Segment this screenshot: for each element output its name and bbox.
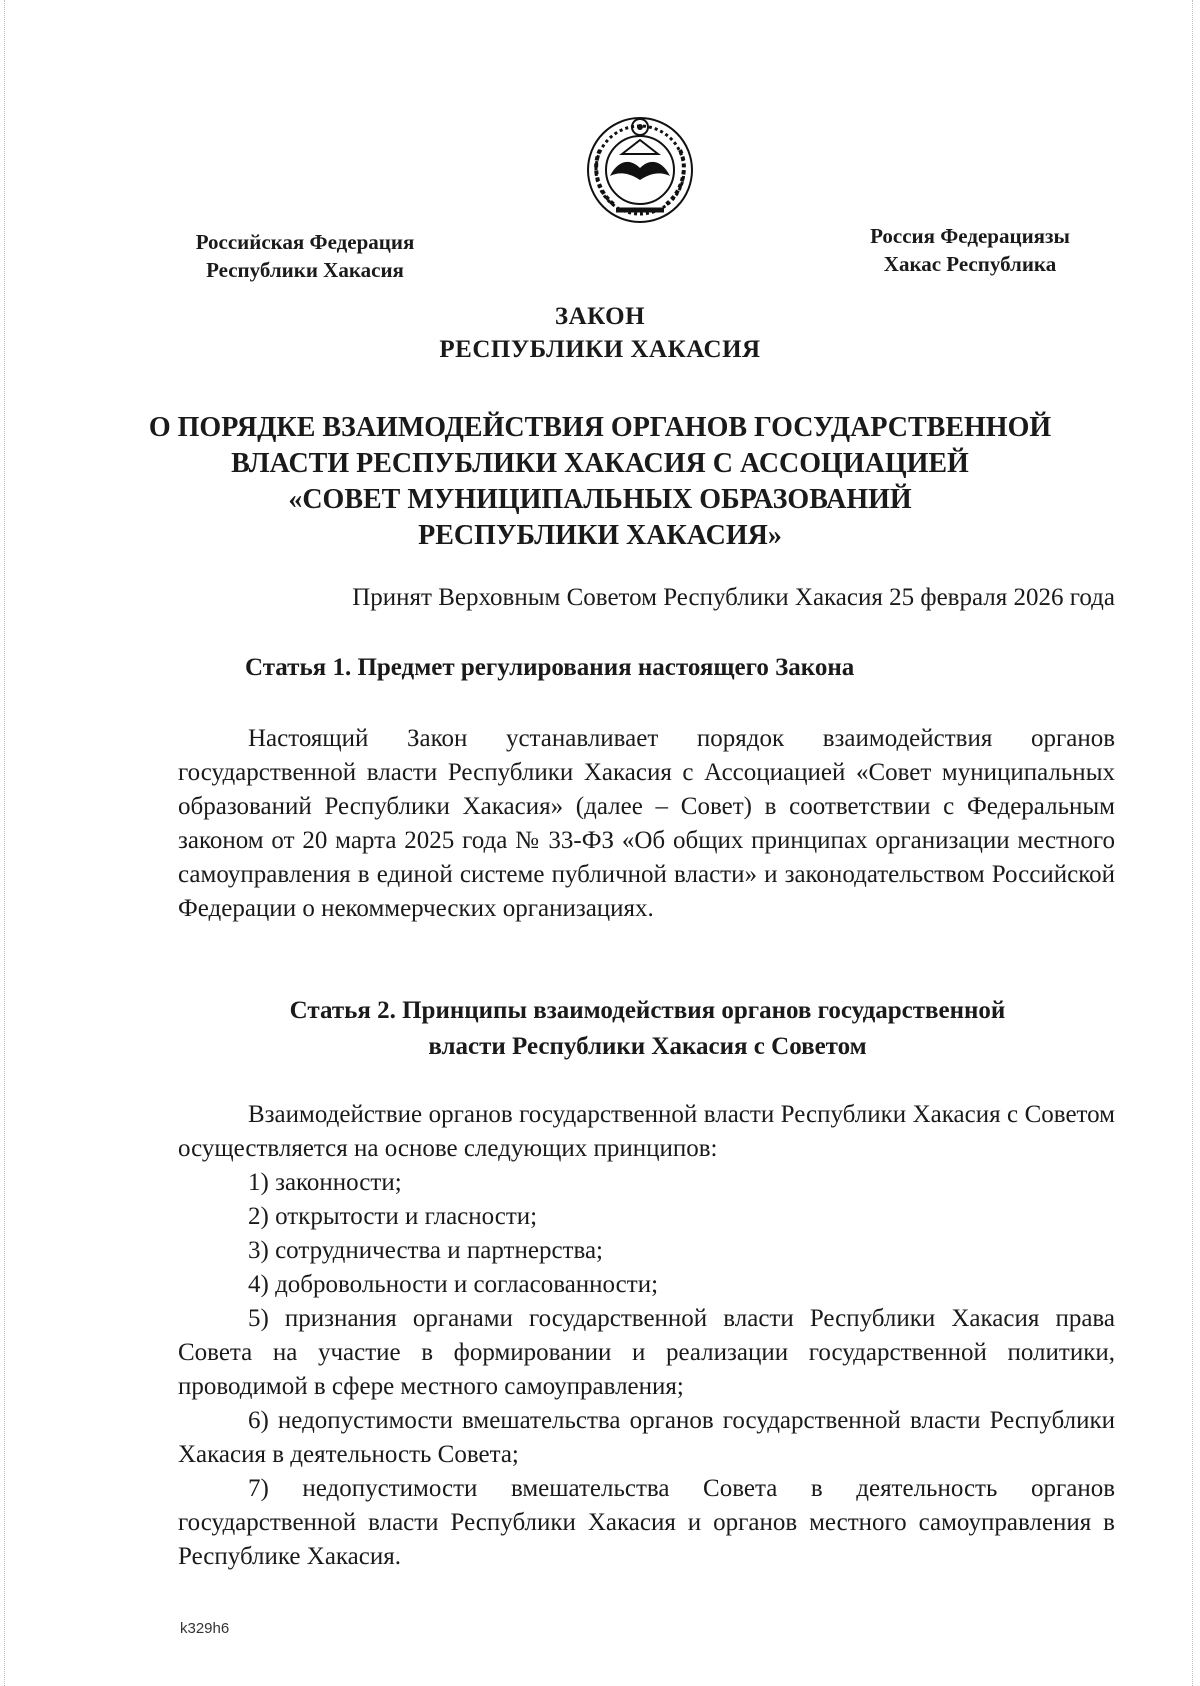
list-item: 7) недопустимости вмешательства Совета в деятельность органов государственной власти Республики Хакасия и органов местного самоуправления в Республике Хакасия.: [178, 1475, 1115, 1570]
header-left: [175, 228, 435, 284]
article-2-heading-line-1: Статья 2. Принципы взаимодействия органов государственной: [289, 997, 1006, 1024]
document-code: k329h6: [180, 1620, 230, 1637]
law-name-line-4: РЕСПУБЛИКИ ХАКАСИЯ»: [418, 520, 782, 551]
header-right-line-1: Россия Федерациязы: [870, 224, 1070, 248]
list-item: 5) признания органами государственной власти Республики Хакасия права Совета на участие в формировании и реализации государственной политики, проводимой в сфере местного самоуправления;: [178, 1305, 1115, 1400]
law-title: [100, 300, 1100, 366]
law-name-line-2: ВЛАСТИ РЕСПУБЛИКИ ХАКАСИЯ С АССОЦИАЦИЕЙ: [231, 448, 969, 479]
law-name-line-1: О ПОРЯДКЕ ВЗАИМОДЕЙСТВИЯ ОРГАНОВ ГОСУДАРСТВЕННОЙ: [148, 412, 1052, 443]
article-2-heading: [180, 993, 1115, 1065]
scan-edge-left: [4, 0, 6, 1686]
article-2-heading-line-2: власти Республики Хакасия с Советом: [428, 1033, 867, 1060]
adoption-date: Принят Верховным Советом Республики Хакасия 25 февраля 2026 года: [352, 584, 1115, 611]
list-item: 1) законности;: [248, 1169, 402, 1196]
article-1-body: [178, 722, 1115, 926]
list-item: 6) недопустимости вмешательства органов государственной власти Республики Хакасия в деятельность Совета;: [178, 1407, 1115, 1468]
coat-of-arms-icon: [582, 110, 698, 226]
law-name-line-3: «СОВЕТ МУНИЦИПАЛЬНЫХ ОБРАЗОВАНИЙ: [288, 484, 912, 515]
scan-edge-right: [1192, 0, 1194, 1686]
article-2-intro: Взаимодействие органов государственной власти Республики Хакасия с Советом осуществляется на основе следующих принципов:: [178, 1101, 1115, 1162]
list-item: 3) сотрудничества и партнерства;: [248, 1237, 603, 1264]
law-title-line-1: ЗАКОН: [554, 303, 646, 330]
article-1-heading: Статья 1. Предмет регулирования настоящего Закона: [245, 654, 855, 681]
law-name: [100, 410, 1100, 554]
list-item: 2) открытости и гласности;: [248, 1203, 538, 1230]
article-1-paragraph: Настоящий Закон устанавливает порядок взаимодействия органов государственной власти Республики Хакасия с Ассоциацией «Совет муниципальных образований Республики Хакасия» (далее – Совет) в соответствии с Федеральным законом от 20 марта 2025 года № 33-ФЗ «Об общих принципах организации местного самоуправления в единой системе публичной власти» и законодательством Российской Федерации о некоммерческих организациях.: [178, 725, 1115, 922]
law-title-line-2: РЕСПУБЛИКИ ХАКАСИЯ: [439, 336, 761, 363]
header-left-line-1: Российская Федерация: [195, 230, 415, 254]
header-right: [845, 222, 1095, 278]
header-left-line-2: Республики Хакасия: [206, 258, 404, 282]
article-2-body: [178, 1098, 1115, 1574]
list-item: 4) добровольности и согласованности;: [248, 1271, 659, 1298]
header-right-line-2: Хакас Республика: [883, 252, 1057, 276]
